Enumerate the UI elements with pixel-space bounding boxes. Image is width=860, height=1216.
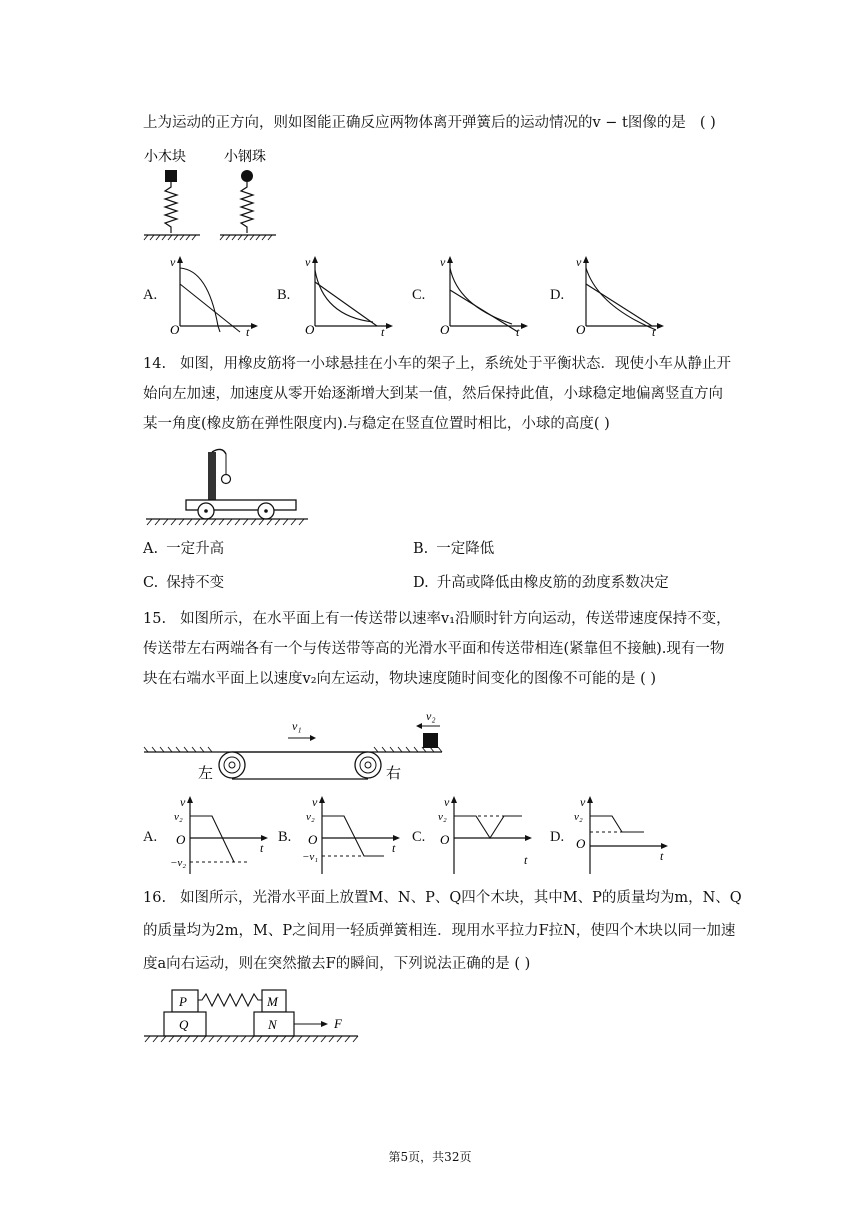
steel-ball: [241, 170, 253, 182]
wood-block-label: 小木块: [144, 149, 186, 165]
q13-option-b-label[interactable]: B.: [277, 287, 291, 303]
q13-option-a-label[interactable]: A.: [143, 287, 158, 303]
svg-text:v: v: [305, 255, 311, 269]
q15-option-b-label[interactable]: B.: [278, 829, 292, 845]
svg-text:O: O: [170, 322, 180, 337]
q14-stem-line-2: 始向左加速，加速度从零开始逐渐增大到某一值，然后保持此值，小球稳定地偏离竖直方向: [143, 386, 723, 402]
q15-conveyor-figure: [142, 706, 448, 786]
svg-text:v: v: [440, 255, 446, 269]
q13-graph-d: [574, 255, 666, 339]
q14-option-a[interactable]: A. 一定升高: [143, 541, 225, 557]
svg-text:t: t: [392, 841, 396, 855]
svg-text:t: t: [516, 325, 520, 339]
steel-ball-label: 小钢珠: [224, 149, 266, 165]
svg-text:v: v: [170, 255, 176, 269]
svg-text:M: M: [267, 994, 278, 1009]
svg-text:O: O: [440, 322, 450, 337]
q15-option-d-label[interactable]: D.: [550, 829, 565, 845]
svg-text:O: O: [576, 322, 586, 337]
q15-graph-b: [300, 794, 408, 878]
svg-text:v₂: v₂: [438, 811, 447, 823]
q15-stem-line-2: 传送带左右两端各有一个与传送带等高的光滑水平面和传送带相连(紧靠但不接触).现有一物: [143, 641, 725, 657]
q13-graph-a: [168, 255, 260, 339]
svg-text:v: v: [444, 795, 450, 809]
q14-option-b[interactable]: B. 一定降低: [413, 541, 495, 557]
q13-option-d-label[interactable]: D.: [550, 287, 565, 303]
q15-stem-line-1: 15. 如图所示，在水平面上有一传送带以速率v₁沿顺时针方向运动，传送带速度保持不变，: [143, 611, 731, 627]
q13-spring-figure: [140, 145, 280, 245]
svg-text:O: O: [305, 322, 315, 337]
svg-text:t: t: [660, 849, 664, 863]
force-f-label: F: [334, 1016, 342, 1031]
page-footer: 第5页，共32页: [388, 1150, 472, 1164]
svg-text:v: v: [312, 795, 318, 809]
svg-text:O: O: [440, 832, 450, 847]
spring: [198, 994, 262, 1006]
wood-block: [165, 170, 177, 182]
q14-cart-figure: [142, 448, 312, 530]
svg-text:v: v: [576, 255, 582, 269]
svg-text:Q: Q: [179, 1017, 189, 1032]
svg-text:O: O: [308, 832, 318, 847]
q15-option-a-label[interactable]: A.: [143, 829, 158, 845]
q15-option-c-label[interactable]: C.: [412, 829, 426, 845]
block: [423, 733, 438, 748]
q15-stem-line-3: 块在右端水平面上以速度v₂向左运动，物块速度随时间变化的图像不可能的是 ( ): [143, 671, 657, 687]
q16-blocks-figure: [142, 988, 372, 1050]
svg-text:t: t: [260, 841, 264, 855]
label-v2: v₂: [426, 709, 436, 723]
spring-left: [165, 182, 177, 233]
svg-text:v: v: [180, 795, 186, 809]
svg-text:N: N: [268, 1017, 277, 1032]
label-v1: v₁: [292, 719, 302, 733]
q14-option-c[interactable]: C. 保持不变: [143, 575, 225, 591]
svg-text:v₂: v₂: [306, 811, 315, 823]
spring-right: [241, 182, 253, 233]
q16-stem-line-3: 度a向右运动，则在突然撤去F的瞬间，下列说法正确的是 ( ): [143, 956, 531, 972]
q14-option-d[interactable]: D. 升高或降低由橡皮筋的劲度系数决定: [413, 575, 669, 591]
hanging-ball: [222, 475, 231, 484]
svg-text:−v₂: −v₂: [170, 857, 187, 869]
svg-text:t: t: [381, 325, 385, 339]
label-right: 右: [386, 764, 402, 782]
svg-text:O: O: [576, 836, 586, 851]
q13-graph-b: [303, 255, 395, 339]
q16-stem-line-2: 的质量均为2m，M、P之间用一轻质弹簧相连．现用水平拉力F拉N，使四个木块以同一加速: [143, 923, 736, 939]
svg-text:t: t: [652, 325, 656, 339]
q14-stem-line-3: 某一角度(橡皮筋在弹性限度内).与稳定在竖直位置时相比，小球的高度( ): [143, 416, 610, 432]
svg-text:−v₁: −v₁: [302, 851, 319, 863]
svg-text:P: P: [179, 994, 187, 1009]
svg-text:v₂: v₂: [174, 811, 183, 823]
q15-graph-d: [568, 794, 676, 878]
svg-text:t: t: [524, 853, 528, 867]
q13-graph-c: [438, 255, 530, 339]
q15-graph-c: [432, 794, 540, 878]
svg-text:t: t: [246, 325, 250, 339]
q16-stem-line-1: 16. 如图所示，光滑水平面上放置M、N、P、Q四个木块，其中M、P的质量均为m，N、Q: [143, 890, 742, 906]
q14-stem-line-1: 14. 如图，用橡皮筋将一小球悬挂在小车的架子上，系统处于平衡状态．现使小车从静止开: [143, 356, 732, 372]
q13-stem-tail: 上为运动的正方向，则如图能正确反应两物体离开弹簧后的运动情况的v − t图像的是 ( ): [143, 115, 716, 131]
svg-text:v₂: v₂: [574, 811, 583, 823]
svg-text:v: v: [580, 795, 586, 809]
label-left: 左: [198, 764, 214, 782]
svg-text:O: O: [176, 832, 186, 847]
cart-post: [208, 452, 216, 500]
q15-graph-a: [168, 794, 276, 878]
q13-option-c-label[interactable]: C.: [412, 287, 426, 303]
